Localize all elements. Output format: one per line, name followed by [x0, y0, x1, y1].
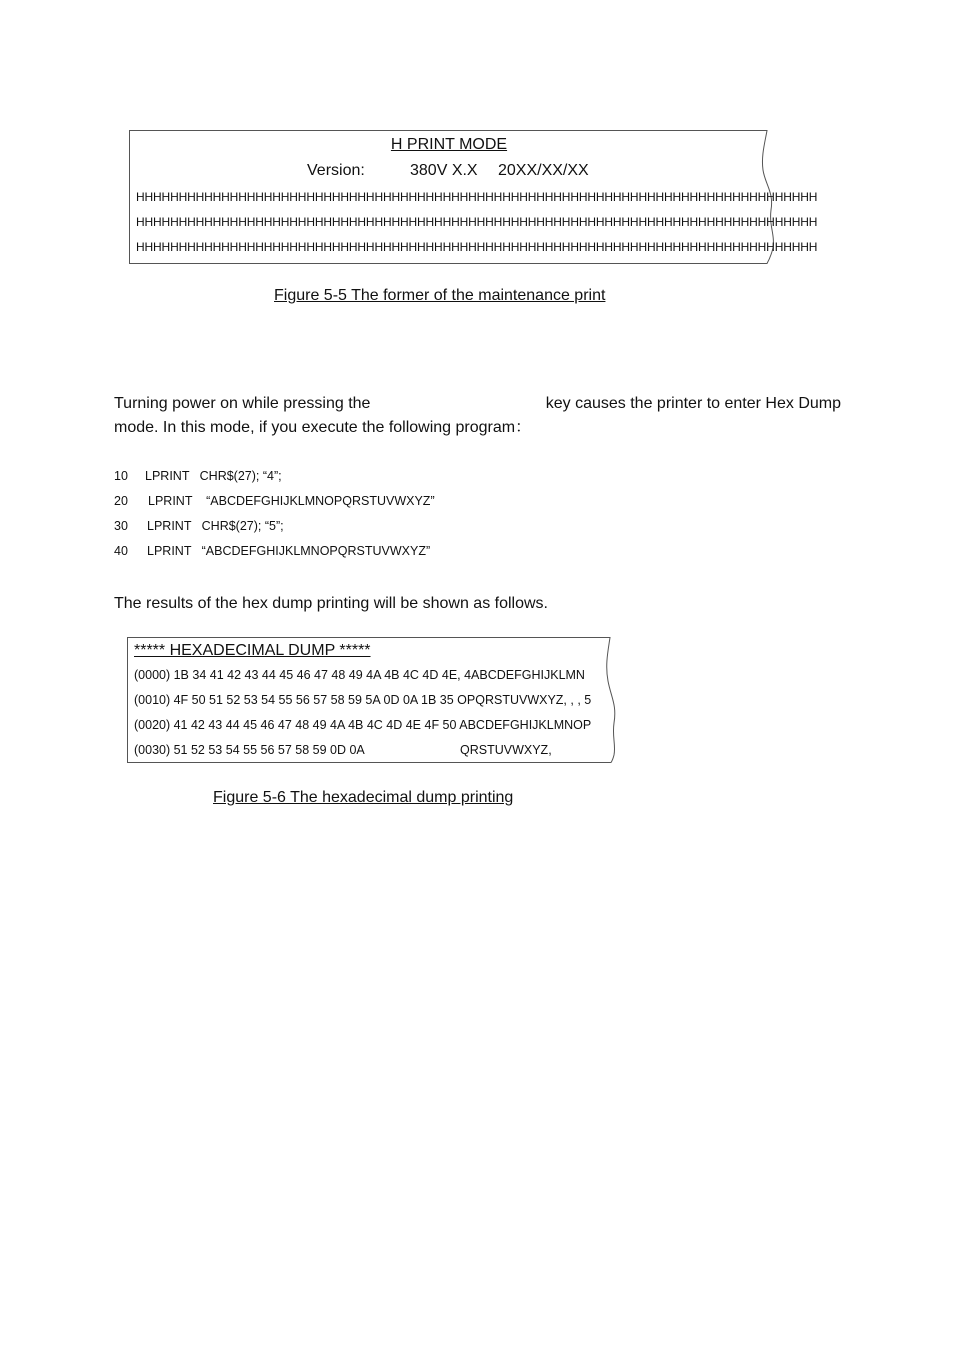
hex-dump-last-line-hex: (0030) 51 52 53 54 55 56 57 58 59 0D 0A	[134, 743, 365, 757]
version-value: 380V X.X	[410, 162, 478, 179]
results-sentence: The results of the hex dump printing will be shown as follows.	[114, 595, 548, 612]
paragraph-text-after-key: key causes the printer to enter Hex Dump	[545, 395, 841, 412]
program-line-code: LPRINT “ABCDEFGHIJKLMNOPQRSTUVWXYZ”	[148, 494, 435, 508]
hex-dump-line: (0020) 41 42 43 44 45 46 47 48 49 4A 4B 4C 4D 4E 4F 50 ABCDEFGHIJKLMNOP	[134, 718, 592, 732]
program-line-code: LPRINT “ABCDEFGHIJKLMNOPQRSTUVWXYZ”	[147, 544, 431, 558]
figure-5-6-caption: Figure 5-6 The hexadecimal dump printing	[213, 789, 514, 806]
program-line-number: 20	[114, 494, 128, 508]
maintenance-mode-title: H PRINT MODE	[390, 136, 508, 153]
hex-dump-title: ***** HEXADECIMAL DUMP *****	[134, 642, 371, 659]
program-line-number: 40	[114, 544, 128, 558]
paragraph-line-1	[114, 392, 841, 416]
h-pattern-line: HHHHHHHHHHHHHHHHHHHHHHHHHHHHHHHHHHHHHHHHHHHHHHHHHHHHHHHHHHHHHHHHHHHHHHHHHHHHHHHH	[136, 240, 818, 254]
h-pattern-line: HHHHHHHHHHHHHHHHHHHHHHHHHHHHHHHHHHHHHHHHHHHHHHHHHHHHHHHHHHHHHHHHHHHHHHHHHHHHHHHH	[136, 190, 818, 204]
program-line-code: LPRINT CHR$(27); “4”;	[145, 469, 282, 483]
version-date: 20XX/XX/XX	[498, 162, 589, 179]
paragraph-text-before-key: Turning power on while pressing the	[114, 395, 371, 412]
hex-dump-line: (0010) 4F 50 51 52 53 54 55 56 57 58 59 5A 0D 0A 1B 35 OPQRSTUVWXYZ, , , 5	[134, 693, 592, 707]
program-line-number: 30	[114, 519, 128, 533]
hex-dump-line: (0000) 1B 34 41 42 43 44 45 46 47 48 49 4A 4B 4C 4D 4E, 4ABCDEFGHIJKLMN	[134, 668, 585, 682]
maintenance-print-figure	[129, 130, 818, 264]
hex-dump-figure	[127, 637, 615, 763]
program-line-number: 10	[114, 469, 128, 483]
program-line-code: LPRINT CHR$(27); “5”;	[147, 519, 284, 533]
version-label: Version:	[307, 162, 365, 179]
figure-5-5-caption: Figure 5-5 The former of the maintenance print	[274, 287, 606, 304]
h-pattern-line: HHHHHHHHHHHHHHHHHHHHHHHHHHHHHHHHHHHHHHHHHHHHHHHHHHHHHHHHHHHHHHHHHHHHHHHHHHHHHHHH	[136, 215, 818, 229]
hex-dump-last-line-ascii: QRSTUVWXYZ,	[460, 743, 552, 757]
paragraph-line-2: mode. In this mode, if you execute the following program：	[114, 419, 532, 436]
